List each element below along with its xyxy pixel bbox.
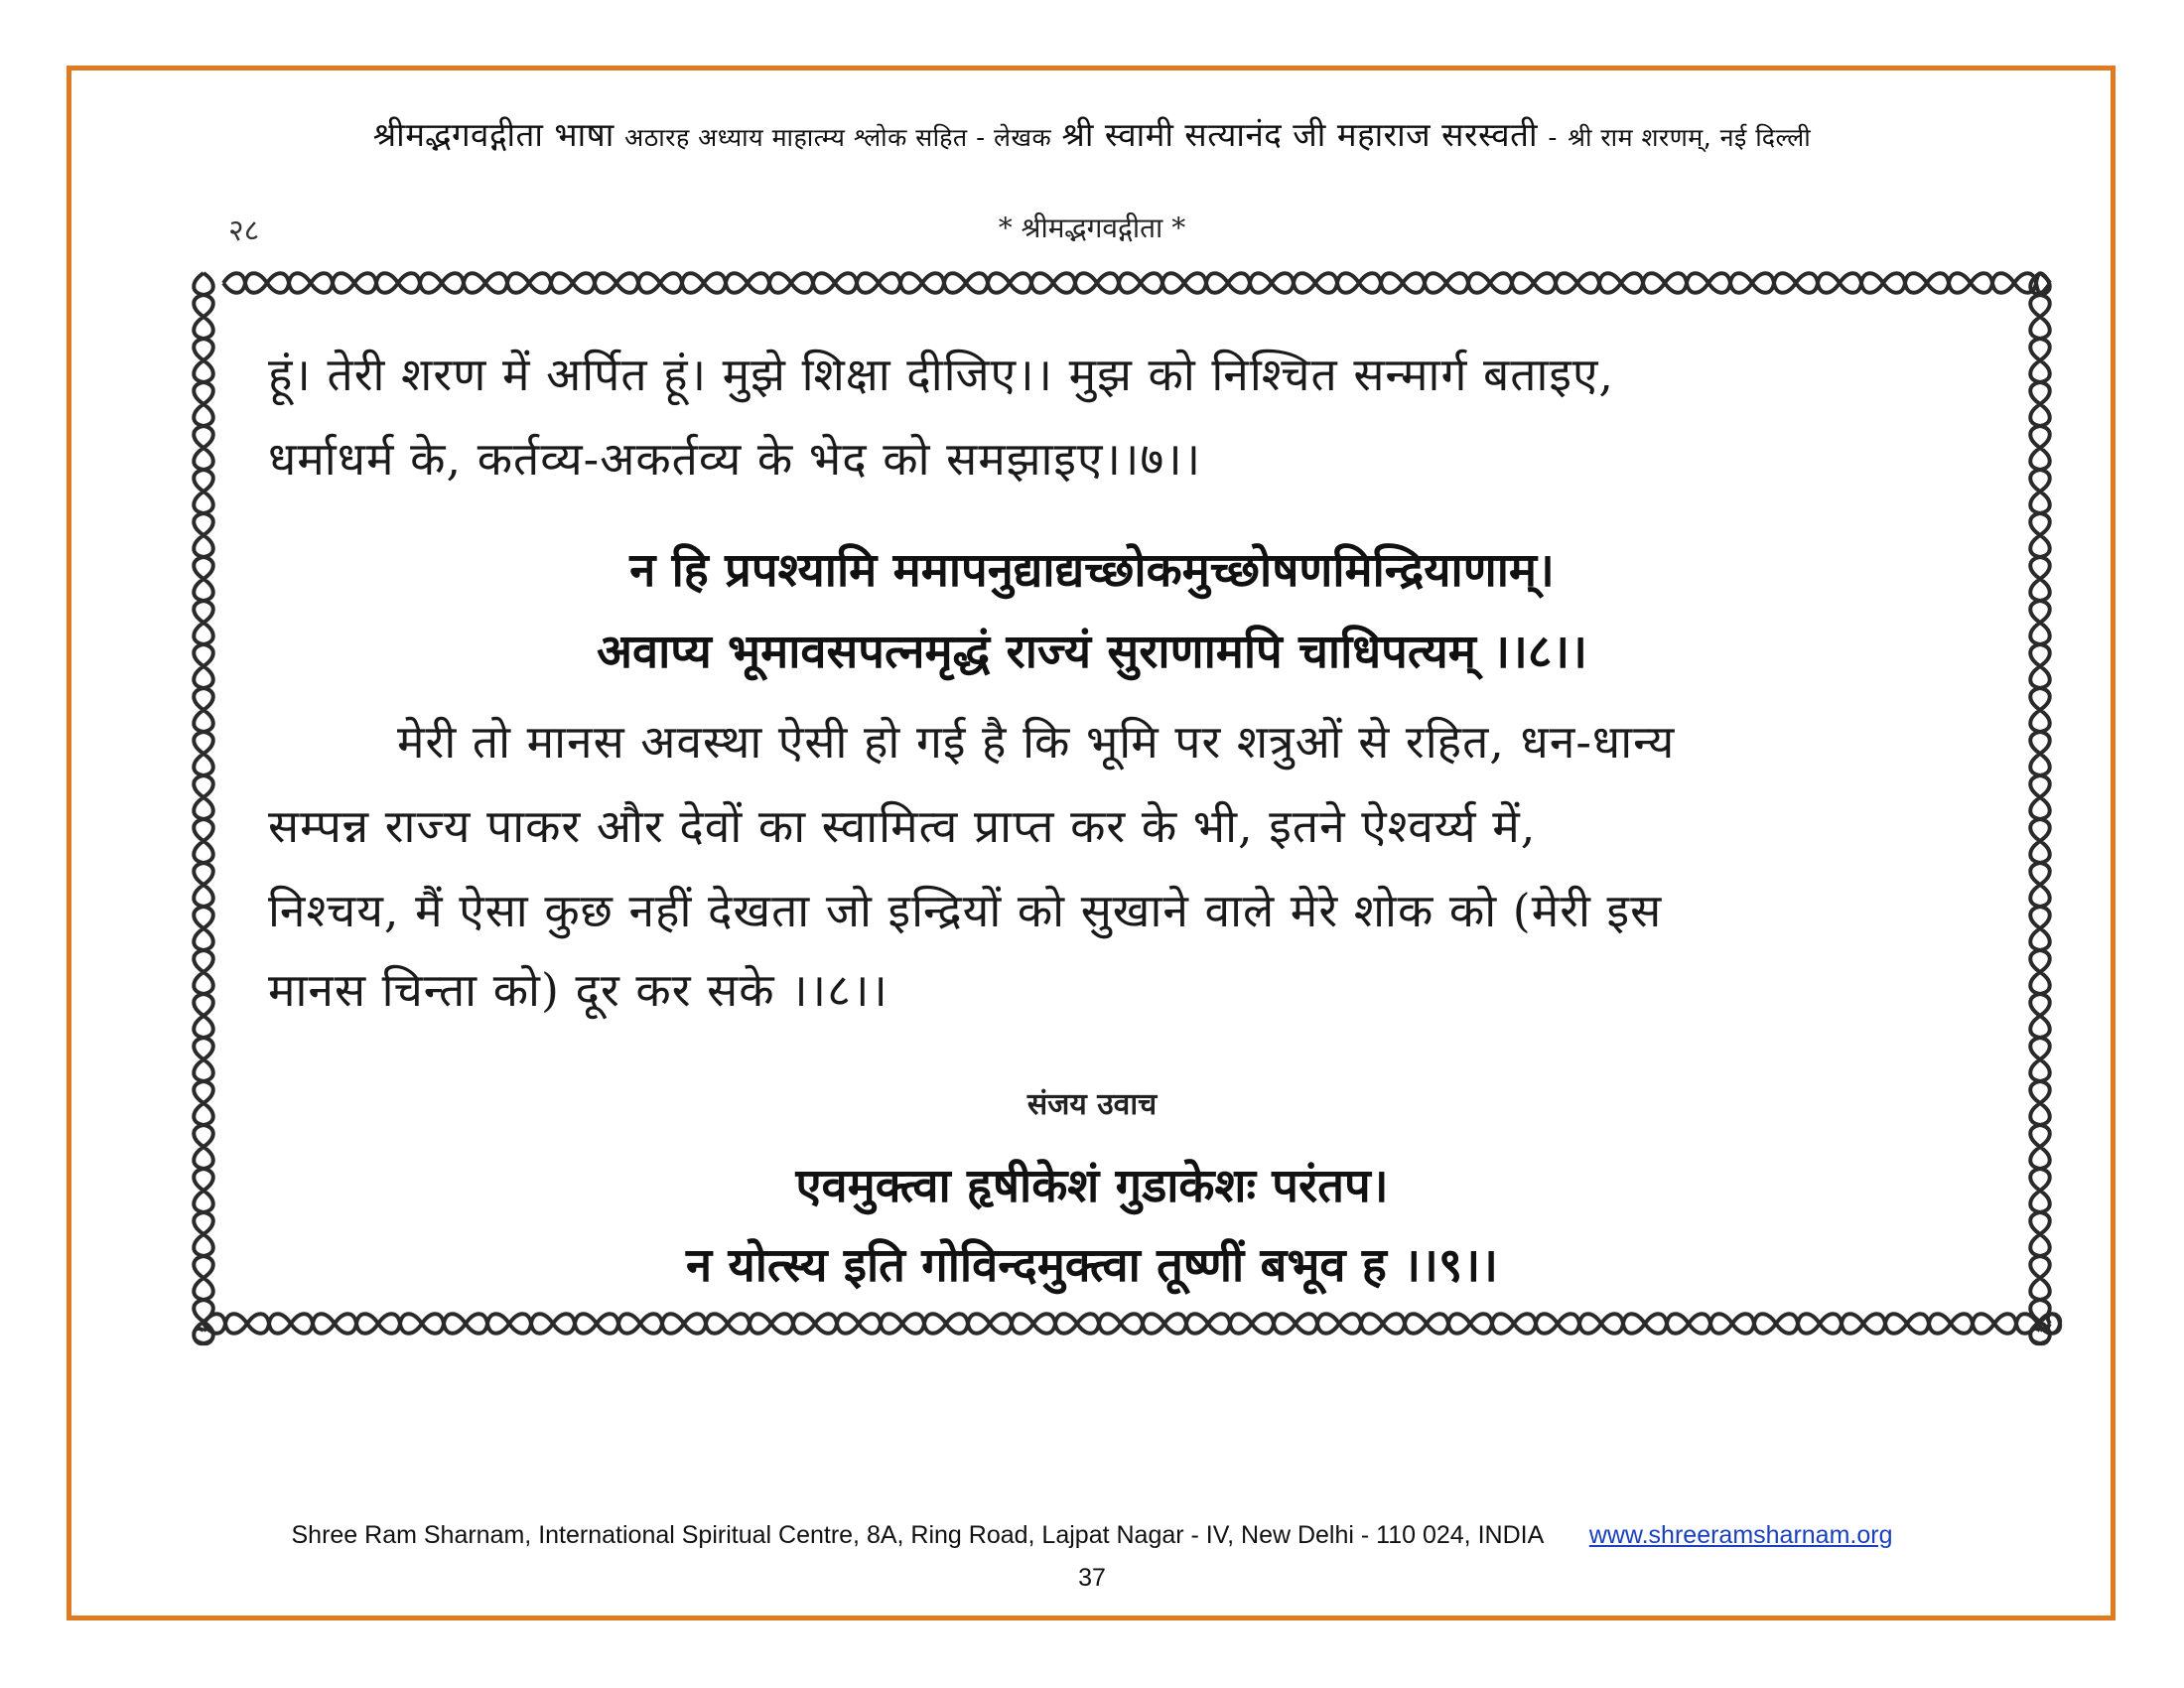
footer — [0, 1521, 2184, 1550]
verse9-line2: न योत्स्य इति गोविन्दमुक्त्वा तूष्णीं बभूव ह ।।९।। — [686, 1238, 1498, 1293]
border-bottom — [204, 1314, 2060, 1334]
verse8-line1: न हि प्रपश्यामि ममापनुद्याद्यच्छोकमुच्छोषणमिन्द्रियाणाम्। — [629, 543, 1555, 598]
para1-line2: धर्माधर्म के, कर्तव्य-अकर्तव्य के भेद को समझाइए।।७।। — [268, 432, 1202, 486]
border-top — [223, 273, 2050, 293]
para2-line4: मानस चिन्ता को) दूर कर सके ।।८।। — [268, 963, 888, 1017]
verse8-line2: अवाप्य भूमावसपत्नमृद्धं राज्यं सुराणामपि चाधिपत्यम् ।।८।। — [597, 625, 1587, 679]
page-number: 37 — [1078, 1564, 1106, 1592]
header-title: श्रीमद्भगवद्गीता भाषा — [372, 115, 614, 154]
header-publisher: श्री राम शरणम्, नई दिल्ली — [1568, 123, 1812, 152]
para2-line2: सम्पन्न राज्य पाकर और देवों का स्वामित्व प्राप्त कर के भी, इतने ऐश्वर्य्य में, — [268, 799, 1537, 853]
speaker-label: संजय उवाच — [1026, 1087, 1158, 1122]
footer-address: Shree Ram Sharnam, International Spiritual Centre, 8A, Ring Road, Lajpat Nagar - IV, New Delhi - 110 024, INDIA — [291, 1521, 1543, 1549]
header-author: श्री स्वामी सत्यानंद जी महाराज सरस्वती — [1061, 115, 1539, 154]
website-link[interactable]: www.shreeramsharnam.org — [1588, 1521, 1893, 1549]
para1-line1: हूं। तेरी शरण में अर्पित हूं। मुझे शिक्षा दीजिए।। मुझ को निश्चित सन्मार्ग बताइए, — [268, 348, 1615, 401]
running-title: * श्रीमद्भगवद्गीता * — [998, 211, 1186, 244]
header-separator: - — [1548, 123, 1558, 152]
header-subtitle: अठारह अध्याय माहात्म्य श्लोक सहित - लेखक — [624, 123, 1052, 152]
scan-page-number: २८ — [228, 213, 260, 248]
verse9-line1: एवमुक्त्वा हृषीकेशं गुडाकेशः परंतप। — [795, 1159, 1389, 1213]
para2-line1: मेरी तो मानस अवस्था ऐसी हो गई है कि भूमि पर शत्रुओं से रहित, धन-धान्य — [397, 715, 1676, 769]
para2-line3: निश्चय, मैं ऐसा कुछ नहीं देखता जो इन्द्रियों को सुखाने वाले मेरे शोक को (मेरी इस — [268, 884, 1663, 937]
